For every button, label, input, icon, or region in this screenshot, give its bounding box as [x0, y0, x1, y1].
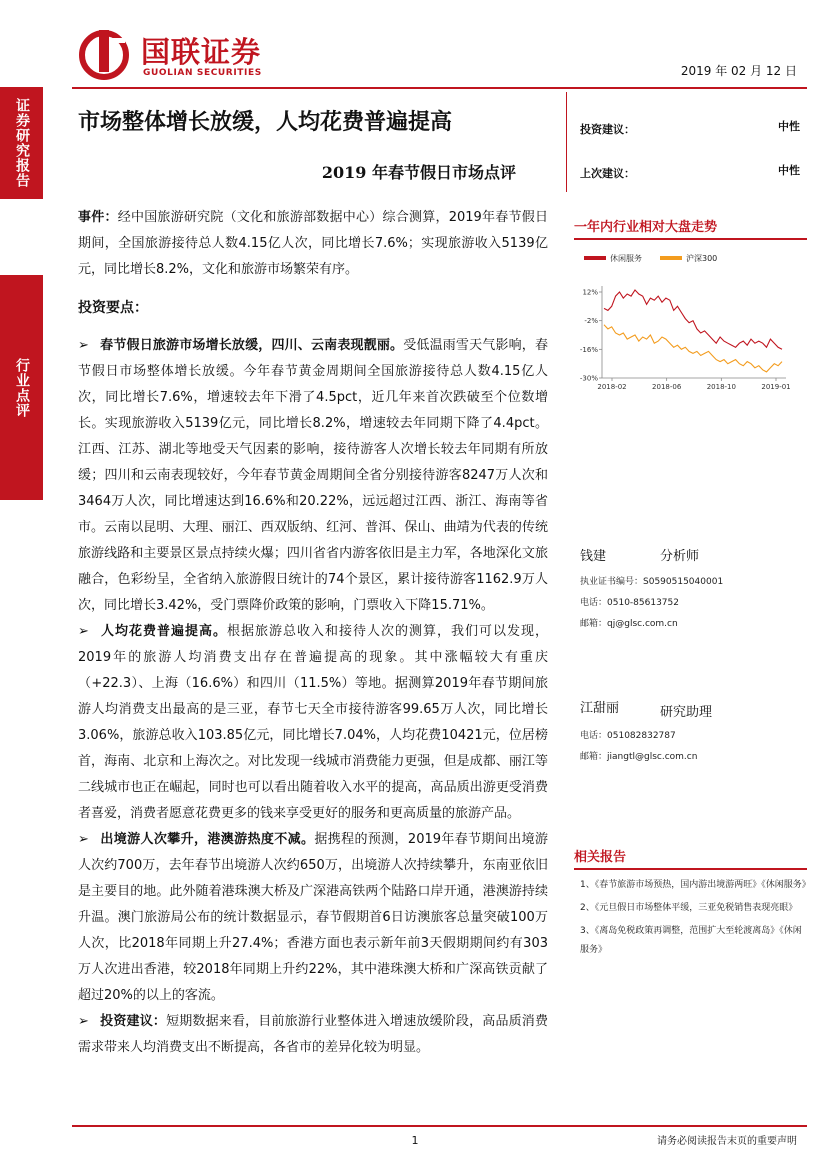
footer-divider	[72, 1125, 807, 1127]
analyst-2	[580, 697, 810, 762]
related-reports-list	[574, 876, 811, 960]
related-reports-divider	[574, 868, 807, 870]
analyst-1-cert: 执业证书编号：S0590515040001	[580, 577, 724, 587]
x-tick-label: 2018-06	[652, 383, 682, 389]
header-divider	[72, 87, 807, 89]
point-4-lead: 投资建议：	[100, 1014, 167, 1029]
rating-current-label: 投资建议：	[580, 123, 635, 136]
logo-english: GUOLIAN SECURITIES	[143, 68, 262, 78]
relative-performance-chart	[574, 244, 807, 389]
footer-disclaimer: 请务必阅读报告末页的重要声明	[657, 1136, 797, 1147]
x-tick-label: 2018-10	[706, 383, 736, 389]
analyst-1-phone: 电话：0510-85613752	[580, 598, 679, 608]
rating-current	[580, 118, 800, 137]
side-tab-report-type: 证券研究报告	[0, 87, 43, 199]
rating-current-value: 中性	[778, 120, 800, 133]
related-reports-title: 相关报告	[574, 850, 627, 865]
related-report-item[interactable]: 3、《离岛免税政策再调整，范围扩大至轮渡离岛》《休闲服务》	[580, 926, 802, 955]
chart-section	[574, 216, 807, 389]
page-subtitle: 2019 年春节假日市场点评	[321, 163, 516, 182]
analyst-1-role: 分析师	[660, 549, 700, 564]
logo-mark-icon	[79, 28, 129, 80]
point-1-text: 受低温雨雪天气影响，春节假日市场整体增长放缓。今年春节黄金周期间全国旅游接待总人数4.15亿人次，同比增长7.6%，增速较去年下滑了4.5pct，近几年来首次跌破至个位数增长。实现旅游收入5139亿元，同比增长8.2%，增速较去年同期下降了4.4pct。江西、江苏、湖北等地受天气因素的影响，接待游客人次增长较去年同期有所放缓；四川和云南表现较好，今年春节黄金周期间全省分别接待游客8247万人次和3464万人次，同比增速达到16.6%和20.22%，远远超过江西、浙江、海南等省市。云南以昆明、大理、丽江、西双版纳、红河、普洱、保山、曲靖为代表的传统旅游线路和主要景区景点持续火爆；四川省省内游客依旧是主力军，各地深化文旅融合，色彩纷呈，全省纳入旅游假日统计的74个景区，累计接待游客1162.9万人次，同比增长3.42%，受门票降价政策的影响，门票收入下降15.71%。	[78, 338, 548, 613]
rating-previous-value: 中性	[778, 164, 800, 177]
point-1	[78, 333, 548, 619]
series-line	[604, 290, 782, 349]
point-2-lead: 人均花费普遍提高。	[100, 624, 227, 639]
analyst-1-email[interactable]: 邮箱：qj@glsc.com.cn	[580, 619, 678, 629]
y-tick-label: -16%	[579, 345, 598, 354]
y-tick-label: -2%	[584, 317, 598, 326]
point-2-text: 根据旅游总收入和接待人次的测算，我们可以发现，2019年的旅游人均消费支出存在普遍提高的现象。其中涨幅较大有重庆（+22.3）、上海（16.6%）和四川（11.5%）等地。据测算2019年春节期间旅游人均消费支出最高的是三亚，春节七天全市接待游客99.65万人次，同比增长3.06%，旅游总收入103.85亿元，同比增长7.04%，人均花费10421元，位居榜首，海南、北京和上海次之。对比发现一线城市消费能力更强，但是成都、丽江等二线城市也正在崛起，同时也可以看出随着收入水平的提高，高品质出游更受消费者喜爱，消费者愿意花费更多的钱来享受更好的服务和更高质量的旅游产品。	[78, 624, 548, 821]
y-tick-label: -30%	[579, 374, 598, 383]
page-title: 市场整体增长放缓，人均花费普遍提高	[78, 109, 453, 135]
point-2	[78, 619, 548, 827]
point-3	[78, 827, 548, 1009]
related-report-item[interactable]: 2、《元旦假日市场整体平缓，三亚免税销售表现亮眼》	[580, 903, 798, 913]
x-tick-label: 2018-02	[597, 383, 627, 389]
analyst-1-name: 钱建	[580, 549, 607, 564]
analyst-2-email[interactable]: 邮箱：jiangtl@glsc.com.cn	[580, 752, 698, 762]
analyst-1	[580, 545, 810, 629]
chart-section-divider	[574, 238, 807, 240]
page-number: 1	[411, 1134, 419, 1147]
point-3-lead: 出境游人次攀升，港澳游热度不减。	[100, 832, 315, 847]
main-column	[78, 205, 548, 1061]
bullet-icon: ➢	[78, 338, 89, 353]
point-4-text: 短期数据来看，目前旅游行业整体进入增速放缓阶段，高品质消费需求带来人均消费支出不断提高，各省市的差异化较为明显。	[78, 1014, 548, 1055]
x-tick-label: 2019-01	[761, 383, 791, 389]
rating-previous	[580, 162, 800, 181]
event-label: 事件：	[78, 210, 118, 225]
point-1-lead: 春节假日旅游市场增长放缓，四川、云南表现靓丽。	[100, 338, 404, 353]
analyst-2-name: 江甜丽	[580, 701, 620, 716]
event-text: 经中国旅游研究院（文化和旅游部数据中心）综合测算，2019年春节假日期间，全国旅游接待总人数4.15亿人次，同比增长7.6%；实现旅游收入5139亿元，同比增长8.2%，文化和旅游市场繁荣有序。	[78, 210, 548, 277]
report-date: 2019 年 02 月 12 日	[680, 64, 797, 78]
legend-swatch	[584, 256, 606, 260]
legend-swatch	[660, 256, 682, 260]
y-tick-label: 12%	[582, 288, 598, 297]
column-divider	[566, 92, 567, 192]
analyst-2-phone: 电话：051082832787	[580, 731, 676, 741]
legend-label: 沪深300	[686, 254, 718, 263]
event-paragraph	[78, 205, 548, 283]
analyst-2-role: 研究助理	[660, 705, 713, 720]
related-report-item[interactable]: 1、《春节旅游市场预热，国内游出境游两旺》《休闲服务》	[580, 880, 811, 890]
rating-previous-label: 上次建议：	[580, 167, 635, 180]
logo-chinese: 国联证券	[141, 35, 262, 69]
key-points-heading: 投资要点：	[78, 300, 148, 316]
bullet-icon: ➢	[78, 832, 89, 847]
series-line	[604, 325, 782, 372]
bullet-icon: ➢	[78, 1014, 89, 1029]
point-4	[78, 1009, 548, 1061]
point-3-text: 据携程的预测，2019年春节期间出境游人次约700万，去年春节出境游人次约650万，出境游人次持续攀升，东南亚依旧是主要目的地。此外随着港珠澳大桥及广深港高铁两个陆路口岸开通，港澳游持续升温。澳门旅游局公布的统计数据显示，春节假期首6日访澳旅客总量突破100万人次，比2018年同期上升27.4%；香港方面也表示新年前3天假期期间约有303万人次进出香港，较2018年同期上升约22%，其中港珠澳大桥和广深高铁贡献了超过20%的以上的客流。	[78, 832, 548, 1003]
chart-section-title: 一年内行业相对大盘走势	[574, 220, 718, 235]
bullet-icon: ➢	[78, 624, 89, 639]
related-reports	[574, 846, 811, 960]
side-tab-category: 行业点评	[0, 275, 43, 500]
legend-label: 休闲服务	[610, 254, 642, 263]
